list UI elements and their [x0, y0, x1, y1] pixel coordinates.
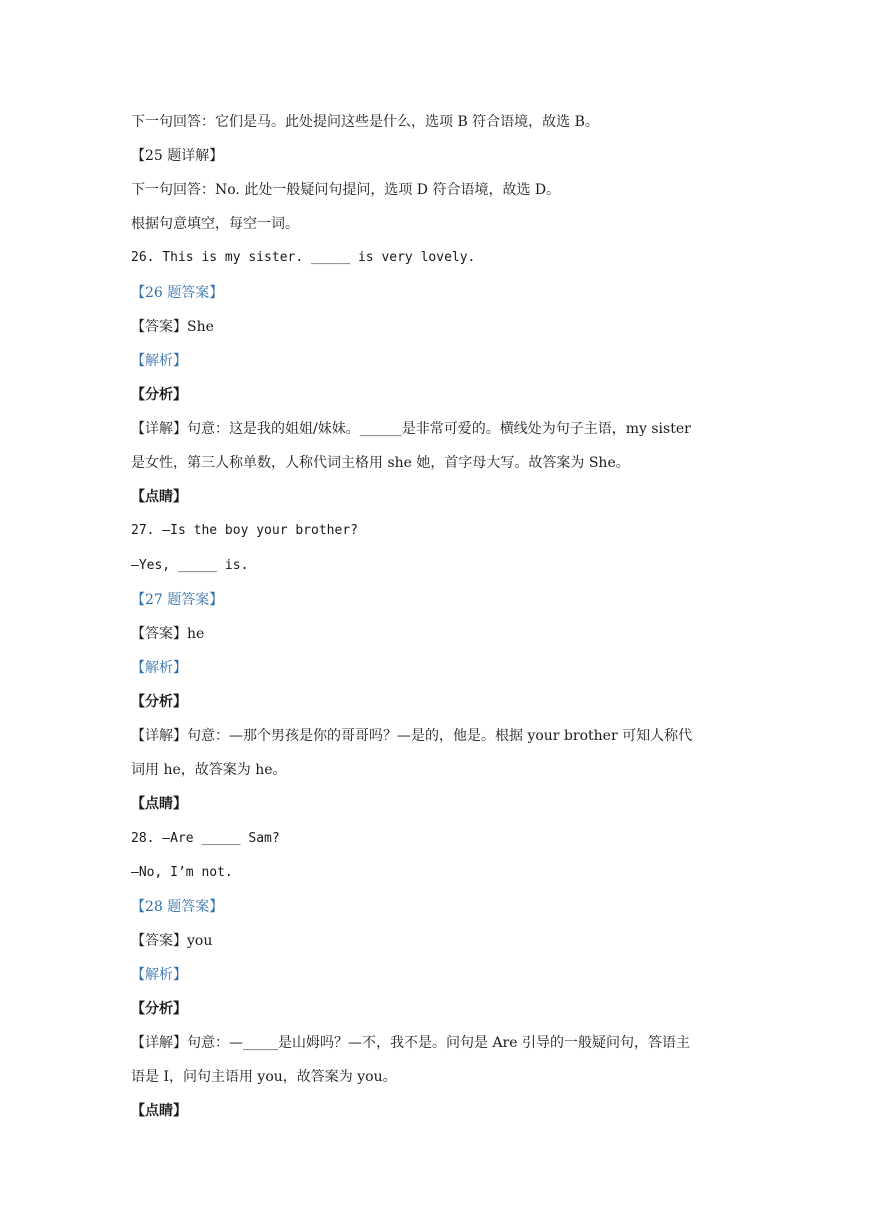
- answer-28: 【答案】you: [131, 933, 213, 949]
- explanation-26-line2: 是女性，第三人称单数，人称代词主格用 she 她，首字母大写。故答案为 She。: [131, 455, 630, 471]
- answer-26: 【答案】She: [131, 319, 214, 335]
- explanation-27-line1: 【详解】句意：—那个男孩是你的哥哥吗？—是的，他是。根据 your brother 可知人称代: [131, 728, 693, 744]
- question-28-line2: —No, I’m not.: [131, 865, 233, 880]
- question-27-line2: —Yes, _____ is.: [131, 558, 249, 573]
- fenxi-label-26: 【分析】: [131, 387, 187, 403]
- answer-heading-26: 【26 题答案】: [131, 285, 224, 301]
- answer-heading-27: 【27 题答案】: [131, 592, 224, 608]
- text-line: 下一句回答：No. 此处一般疑问句提问，选项 D 符合语境，故选 D。: [131, 182, 561, 198]
- text-line: 下一句回答：它们是马。此处提问这些是什么，选项 B 符合语境，故选 B。: [131, 114, 599, 130]
- dianjing-label-28: 【点睛】: [131, 1103, 187, 1119]
- analysis-label-26: 【解析】: [131, 353, 187, 369]
- analysis-label-28: 【解析】: [131, 967, 187, 983]
- explanation-28-line1: 【详解】句意：—_____是山姆吗？—不，我不是。问句是 Are 引导的一般疑问句，答语主: [131, 1035, 690, 1051]
- explanation-28-line2: 语是 I，问句主语用 you，故答案为 you。: [131, 1069, 397, 1085]
- explanation-26-line1: 【详解】句意：这是我的姐姐/妹妹。______是非常可爱的。横线处为句子主语，my sister: [131, 421, 691, 437]
- dianjing-label-27: 【点睛】: [131, 796, 187, 812]
- instruction-line: 根据句意填空，每空一词。: [131, 216, 299, 232]
- fenxi-label-28: 【分析】: [131, 1001, 187, 1017]
- answer-27: 【答案】he: [131, 626, 205, 642]
- dianjing-label-26: 【点睛】: [131, 489, 187, 505]
- analysis-label-27: 【解析】: [131, 660, 187, 676]
- explanation-27-line2: 词用 he，故答案为 he。: [131, 762, 287, 778]
- question-28-line1: 28. —Are _____ Sam?: [131, 831, 280, 846]
- answer-heading-28: 【28 题答案】: [131, 899, 224, 915]
- fenxi-label-27: 【分析】: [131, 694, 187, 710]
- question-26: 26. This is my sister. _____ is very lovely.: [131, 250, 476, 265]
- question-27-line1: 27. —Is the boy your brother?: [131, 523, 358, 538]
- section-heading: 【25 题详解】: [131, 148, 224, 164]
